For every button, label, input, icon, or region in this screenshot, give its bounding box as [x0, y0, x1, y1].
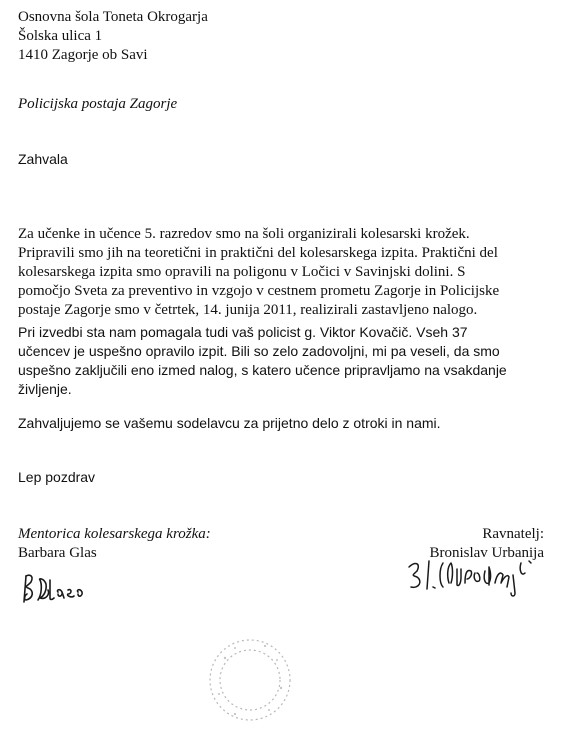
paragraph-2	[18, 323, 538, 399]
paragraph-line: uspešno zaključili eno izmed nalog, s katero učence pripravljamo na vsakdanje	[18, 362, 507, 378]
closing: Lep pozdrav	[18, 469, 96, 485]
paragraph-line: učencev je uspešno opravilo izpit. Bili so zelo zadovoljni, mi pa veseli, da smo	[18, 343, 500, 359]
principal-title: Ravnatelj:	[482, 526, 544, 542]
official-stamp	[205, 628, 295, 728]
mentor-name: Barbara Glas	[18, 545, 97, 561]
mentor-signature	[20, 570, 90, 610]
paragraph-line: pomočjo Sveta za preventivo in vzgojo v cestnem prometu Zagorje in Policijske	[18, 283, 500, 299]
paragraph-1	[18, 225, 538, 320]
paragraph-line: postaje Zagorje smo v četrtek, 14. junija 2011, realizirali zastavljeno nalogo.	[18, 302, 478, 318]
sender-address	[18, 8, 208, 65]
sender-school: Osnovna šola Toneta Okrogarja	[18, 9, 208, 25]
mentor-block	[18, 525, 211, 563]
subject-line: Zahvala	[18, 151, 68, 167]
principal-signature	[405, 553, 555, 603]
mentor-title: Mentorica kolesarskega krožka:	[18, 526, 211, 542]
paragraph-line: Pri izvedbi sta nam pomagala tudi vaš policist g. Viktor Kovačič. Vseh 37	[18, 324, 468, 340]
paragraph-line: Za učenke in učence 5. razredov smo na šoli organizirali kolesarski krožek.	[18, 226, 470, 242]
paragraph-line: kolesarskega izpita smo opravili na poligonu v Ločici v Savinjski dolini. S	[18, 264, 466, 280]
recipient: Policijska postaja Zagorje	[18, 96, 178, 112]
principal-name: Bronislav Urbanija	[429, 545, 544, 561]
paragraph-3: Zahvaljujemo se vašemu sodelavcu za prijetno delo z otroki in nami.	[18, 415, 441, 431]
sender-street: Šolska ulica 1	[18, 28, 103, 44]
paragraph-line: življenje.	[18, 381, 72, 397]
paragraph-line: Pripravili smo jih na teoretični in praktični del kolesarskega izpita. Praktični del	[18, 245, 498, 261]
sender-city: 1410 Zagorje ob Savi	[18, 47, 148, 63]
